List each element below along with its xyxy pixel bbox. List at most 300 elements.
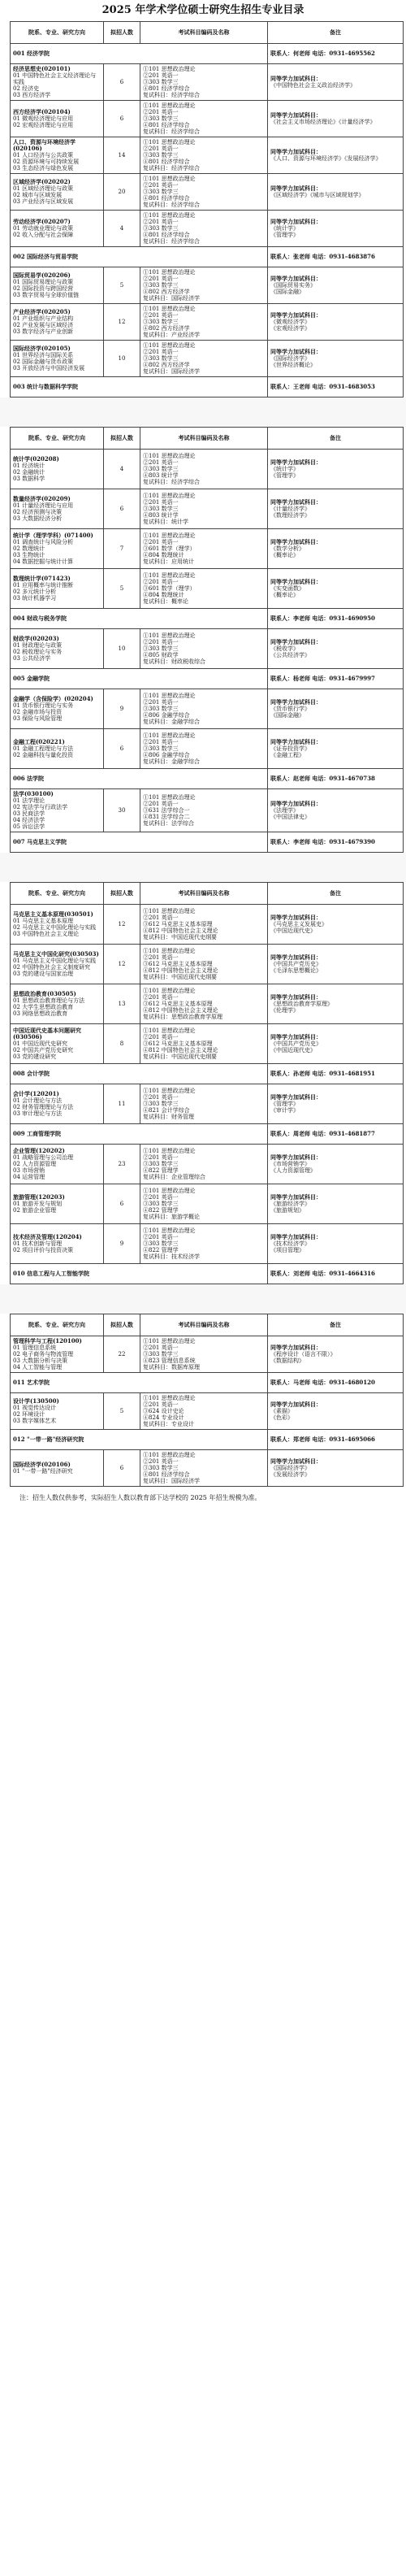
quota-cell: 5 — [104, 1393, 140, 1430]
research-direction: 02 多元统计分析 — [13, 589, 57, 595]
quota-cell: 12 — [104, 945, 140, 984]
note-subject: 《法理学》 — [270, 807, 299, 814]
table-row — [11, 945, 404, 984]
exam-subject: ③303 数学三 — [143, 319, 179, 325]
note-title: 同等学力加试科目： — [270, 148, 322, 155]
exam-cell — [140, 304, 268, 341]
exam-cell — [140, 629, 268, 669]
program-cell — [11, 64, 104, 101]
note-cell — [268, 1084, 404, 1124]
college-name: 003 统计与数据科学学院 — [11, 377, 268, 397]
quota-cell: 5 — [104, 569, 140, 609]
exam-subject: 复试科目：统计学 — [143, 519, 188, 525]
research-direction: 03 数字贸易与全球价值链 — [13, 292, 80, 298]
program-title: 经济思想史(020101) — [13, 65, 71, 72]
exam-subject: ③612 马克思主义基本原理 — [143, 921, 213, 927]
note-subject: 《数学分析》 — [270, 545, 304, 552]
exam-subject: ①101 思想政治理论 — [143, 532, 196, 539]
header-quota: 拟招人数 — [104, 883, 140, 905]
college-contact: 联系人：郑老师 电话：0931-4695066 — [268, 1430, 404, 1450]
exam-subject: ③303 数学三 — [143, 189, 179, 195]
table-row — [11, 341, 404, 377]
exam-subject: ④822 管理学 — [143, 1167, 179, 1174]
research-direction: 02 中国特色社会主义制度研究 — [13, 964, 91, 971]
header-program: 院系、专业、研究方向 — [11, 1314, 104, 1336]
college-row — [11, 247, 404, 267]
footer-note: 注：招生人数仅供参考，实际招生人数以教育部下达学校的 2025 年招生规模为准。 — [19, 1494, 261, 1501]
exam-subject: ①101 思想政治理论 — [143, 988, 196, 994]
exam-subject: ②201 英语一 — [143, 801, 179, 807]
header-exams: 考试科目编码及名称 — [140, 428, 268, 450]
program-cell — [11, 569, 104, 609]
college-row — [11, 1064, 404, 1084]
note-cell — [268, 450, 404, 489]
exam-subject: ①101 思想政治理论 — [143, 139, 196, 146]
exam-subject: ②201 英语一 — [143, 579, 179, 585]
note-title: 同等学力加试科目： — [270, 1033, 322, 1040]
note-cell — [268, 1024, 404, 1064]
note-subject: 《管理学》 — [270, 1101, 299, 1107]
exam-subject: ④805 财政学 — [143, 652, 179, 658]
research-direction: 04 数据挖掘与统计计算 — [13, 558, 74, 565]
exam-subject: 复试科目：企业管理综合 — [143, 1174, 205, 1180]
exam-subject: 复试科目：经济学综合 — [143, 238, 200, 245]
note-cell — [268, 267, 404, 304]
catalog-table — [10, 1314, 404, 1487]
note-subject: 《中国共产党历史》 — [270, 1040, 322, 1047]
exam-cell — [140, 1393, 268, 1430]
research-direction: 03 大数据分析与决策 — [13, 1358, 68, 1364]
research-direction: 01 人口经济与公共政策 — [13, 152, 74, 159]
table-row — [11, 1145, 404, 1184]
exam-subject: ②201 英语一 — [143, 1234, 179, 1240]
note-cell — [268, 789, 404, 832]
college-contact: 联系人：杨老师 电话：0931-4679997 — [268, 669, 404, 689]
exam-cell — [140, 984, 268, 1024]
note-subject: 《国际经济学》 — [270, 1465, 310, 1471]
note-title: 同等学力加试科目： — [270, 1344, 322, 1351]
catalog-sheet-4 — [10, 1314, 396, 1509]
program-title: 西方经济学(020104) — [13, 108, 71, 115]
college-row — [11, 1124, 404, 1145]
exam-subject: ④831 法学综合二 — [143, 814, 190, 820]
research-direction: 01 调查统计与风险分析 — [13, 539, 74, 545]
table-header-row — [11, 428, 404, 450]
exam-subject: ①101 思想政治理论 — [143, 632, 196, 639]
header-notes: 备注 — [268, 883, 404, 905]
program-title: 法学(030100) — [13, 790, 54, 797]
college-name: 012 "一带一路"经济研究院 — [11, 1430, 268, 1450]
exam-subject: ④823 管理信息系统 — [143, 1358, 196, 1364]
page-gap — [0, 853, 406, 882]
note-subject: 《微观经济学》 — [270, 319, 310, 325]
note-cell — [268, 1224, 404, 1264]
header-notes: 备注 — [268, 428, 404, 450]
note-cell — [268, 1184, 404, 1224]
exam-subject: ③303 数学三 — [143, 115, 179, 122]
exam-subject: ②201 英语一 — [143, 219, 179, 225]
note-subject: 《国际经济学》 — [270, 355, 310, 362]
research-direction: 01 旅游开发与规划 — [13, 1201, 63, 1207]
research-direction: 02 马克思主义中国化理论与实践 — [13, 924, 97, 931]
research-direction: 02 资源环境与可持续发展 — [13, 159, 80, 165]
exam-subject: ④801 经济学综合 — [143, 159, 190, 165]
program-title: 国际经济学(020106) — [13, 1461, 71, 1468]
college-name: 008 会计学院 — [11, 1064, 268, 1084]
program-cell — [11, 1393, 104, 1430]
table-row — [11, 569, 404, 609]
exam-subject: 复试科目：金融学综合 — [143, 758, 200, 765]
note-subject: 《中国法律史》 — [270, 814, 310, 820]
exam-subject: ①101 思想政治理论 — [143, 572, 196, 579]
exam-subject: ②201 英语一 — [143, 1034, 179, 1040]
research-direction: 01 中国特色社会主义经济理论与实践 — [13, 72, 97, 85]
note-subject: 《世界经济概论》 — [270, 362, 316, 368]
table-row — [11, 1336, 404, 1373]
quota-cell: 5 — [104, 267, 140, 304]
research-direction: 01 货币银行理论与实务 — [13, 702, 74, 709]
research-direction: 04 运营管理 — [13, 1174, 45, 1180]
exam-subject: ④803 统计学 — [143, 472, 179, 479]
quota-cell: 6 — [104, 64, 140, 101]
exam-subject: 复试科目：法学综合 — [143, 820, 194, 827]
note-cell — [268, 1145, 404, 1184]
note-title: 同等学力加试科目： — [270, 698, 322, 706]
exam-subject: ②201 英语一 — [143, 639, 179, 645]
exam-subject: ④801 经济学综合 — [143, 232, 190, 238]
exam-subject: ②201 英语一 — [143, 1458, 179, 1465]
research-direction: 01 会计理论与方法 — [13, 1097, 63, 1104]
note-cell — [268, 945, 404, 984]
exam-subject: ②201 英语一 — [143, 349, 179, 355]
note-subject: 《统计学》 — [270, 225, 299, 232]
research-direction: 01 产业组织与产业结构 — [13, 315, 74, 322]
research-direction: 02 金融统计 — [13, 469, 45, 476]
table-row — [11, 267, 404, 304]
research-direction: 03 产业经济与区域发展 — [13, 198, 74, 205]
note-subject: 《色彩》 — [270, 1414, 293, 1421]
note-subject: 《中国近现代史》 — [270, 927, 316, 934]
quota-cell: 6 — [104, 1184, 140, 1224]
program-title: 数量经济学(020209) — [13, 495, 71, 502]
quota-cell: 6 — [104, 1450, 140, 1487]
exam-cell — [140, 489, 268, 529]
college-name: 004 财政与税务学院 — [11, 609, 268, 629]
page-title: 2025 年学术学位硕士研究生招生专业目录 — [102, 4, 304, 16]
catalog-table-body — [11, 905, 404, 1284]
program-cell — [11, 341, 104, 377]
research-direction: 01 国际贸易理论与政策 — [13, 279, 74, 285]
table-row — [11, 1024, 404, 1064]
exam-subject: 复试科目：经济学综合 — [143, 202, 200, 208]
exam-subject: ②201 英语一 — [143, 312, 179, 319]
exam-subject: ③601 数学（理学） — [143, 545, 196, 552]
exam-cell — [140, 905, 268, 945]
note-title: 同等学力加试科目： — [270, 1401, 322, 1408]
program-cell — [11, 984, 104, 1024]
research-direction: 04 经济法学 — [13, 817, 45, 823]
catalog-table-body — [11, 450, 404, 853]
research-direction: 01 思想政治教育理论与方法 — [13, 997, 85, 1004]
exam-subject: ③303 数学三 — [143, 1101, 179, 1107]
exam-subject: ①101 思想政治理论 — [143, 1088, 196, 1094]
research-direction: 02 国际投资与跨国经营 — [13, 285, 74, 292]
program-title: 劳动经济学(020207) — [13, 218, 71, 225]
research-direction: 01 微观经济理论与应用 — [13, 115, 74, 122]
exam-subject: ③303 数学三 — [143, 152, 179, 159]
exam-subject: ④822 管理学 — [143, 1207, 179, 1214]
program-title: 产业经济学(020205) — [13, 308, 71, 315]
research-direction: 01 视觉传达设计 — [13, 1405, 57, 1411]
note-subject: 《统计学》 — [270, 466, 299, 472]
table-row — [11, 1450, 404, 1487]
program-title: 统计学(020208) — [13, 455, 59, 463]
exam-subject: 复试科目：概率论 — [143, 598, 188, 605]
exam-subject: ①101 思想政治理论 — [143, 1027, 196, 1034]
program-cell — [11, 174, 104, 211]
note-cell — [268, 1450, 404, 1487]
research-direction: 02 金融市场与投资 — [13, 709, 63, 715]
note-cell — [268, 101, 404, 137]
exam-subject: ①101 思想政治理论 — [143, 794, 196, 801]
quota-cell: 22 — [104, 1336, 140, 1373]
header-quota: 拟招人数 — [104, 22, 140, 44]
note-subject: 《发展经济学》 — [270, 1471, 310, 1478]
note-title: 同等学力加试科目： — [270, 1233, 322, 1240]
note-subject: 《人口、资源与环境经济学》《发展经济学》 — [270, 155, 382, 162]
exam-subject: 复试科目：思想政治教育学原理 — [143, 1014, 222, 1020]
header-program: 院系、专业、研究方向 — [11, 883, 104, 905]
catalog-table-body — [11, 1336, 404, 1487]
program-cell — [11, 529, 104, 569]
note-title: 同等学力加试科目： — [270, 914, 322, 921]
note-subject: 《金融工程》 — [270, 752, 304, 758]
program-cell — [11, 729, 104, 769]
header-exams: 考试科目编码及名称 — [140, 22, 268, 44]
note-subject: 《旅游规划》 — [270, 1207, 304, 1214]
note-subject: 《素描》 — [270, 1408, 293, 1414]
research-direction: 01 马克思主义中国化理论与实践 — [13, 958, 97, 964]
note-subject: 《马克思主义发展史》 — [270, 921, 327, 927]
note-cell — [268, 689, 404, 729]
quota-cell: 9 — [104, 689, 140, 729]
note-subject: 《货币银行学》 — [270, 706, 310, 712]
exam-subject: ④812 中国特色社会主义理论 — [143, 1007, 218, 1014]
program-title: 马克思主义中国化研究(030503) — [13, 950, 99, 958]
note-title: 同等学力加试科目： — [270, 1093, 322, 1101]
note-cell — [268, 174, 404, 211]
college-name: 010 信息工程与人工智能学院 — [11, 1264, 268, 1284]
college-row — [11, 1373, 404, 1393]
note-subject: 《技术经济学》 — [270, 1240, 310, 1247]
exam-subject: ③303 数学三 — [143, 466, 179, 472]
college-contact: 联系人：赵老师 电话：0931-4670738 — [268, 769, 404, 789]
exam-subject: ④804 数理统计 — [143, 552, 184, 558]
research-direction: 03 大数据经济分析 — [13, 515, 63, 522]
note-cell — [268, 984, 404, 1024]
exam-subject: ④812 中国特色社会主义理论 — [143, 1047, 218, 1053]
exam-subject: ①101 思想政治理论 — [143, 1188, 196, 1194]
note-subject: 《人力资源管理》 — [270, 1167, 316, 1174]
exam-cell — [140, 1450, 268, 1487]
table-row — [11, 629, 404, 669]
exam-subject: ③601 数学（理学） — [143, 585, 196, 592]
note-subject: 《伦理学》 — [270, 1007, 299, 1014]
program-title: 金融学（含保险学）(020204) — [13, 695, 93, 702]
note-title: 同等学力加试科目： — [270, 185, 322, 192]
exam-cell — [140, 689, 268, 729]
exam-subject: 复试科目：旅游学概论 — [143, 1214, 200, 1220]
program-cell — [11, 211, 104, 247]
note-title: 同等学力加试科目： — [270, 954, 322, 961]
exam-cell — [140, 529, 268, 569]
note-subject: 《数理经济学》 — [270, 512, 310, 519]
research-direction: 01 财政理论与政策 — [13, 642, 63, 649]
program-cell — [11, 101, 104, 137]
note-title: 同等学力加试科目： — [270, 111, 322, 119]
research-direction: 02 项目评价与投资决策 — [13, 1247, 74, 1253]
table-row — [11, 304, 404, 341]
college-contact: 联系人：张老师 电话：0931-4683876 — [268, 247, 404, 267]
exam-subject: ④801 经济学综合 — [143, 1471, 190, 1478]
research-direction: 02 国际金融与货币政策 — [13, 358, 74, 365]
research-direction: 02 数理统计 — [13, 545, 45, 552]
research-direction: 03 数字媒体艺术 — [13, 1418, 57, 1424]
research-direction: 02 宪法学与行政法学 — [13, 804, 68, 810]
program-title: 人口、资源与环境经济学(020106) — [13, 138, 76, 152]
exam-subject: ③612 马克思主义基本原理 — [143, 1001, 213, 1007]
exam-subject: ①101 思想政治理论 — [143, 306, 196, 312]
exam-subject: ①101 思想政治理论 — [143, 269, 196, 276]
note-subject: 《审计学》 — [270, 1107, 299, 1114]
research-direction: 03 民商法学 — [13, 810, 45, 817]
note-title: 同等学力加试科目： — [270, 458, 322, 466]
catalog-table — [10, 21, 404, 397]
note-subject: 《计量经济学》 — [270, 506, 310, 512]
research-direction: 03 网络思想政治教育 — [13, 1010, 68, 1017]
quota-cell: 10 — [104, 341, 140, 377]
research-direction: 01 世界经济与国际关系 — [13, 352, 74, 358]
page-gap — [0, 397, 406, 427]
research-direction: 03 数字经济与产业创新 — [13, 328, 74, 335]
catalog-sheet-2 — [10, 427, 396, 853]
research-direction: 01 应用概率与统计推断 — [13, 582, 74, 589]
college-contact: 联系人：李老师 电话：0931-4679390 — [268, 832, 404, 853]
college-name: 005 金融学院 — [11, 669, 268, 689]
note-cell — [268, 211, 404, 247]
header-exams: 考试科目编码及名称 — [140, 1314, 268, 1336]
table-row — [11, 64, 404, 101]
research-direction: 02 金融科技与量化投资 — [13, 752, 74, 758]
exam-subject: ②201 英语一 — [143, 699, 179, 706]
program-title: 区域经济学(020202) — [13, 178, 71, 185]
exam-cell — [140, 1184, 268, 1224]
note-subject: 《实变函数》 — [270, 585, 304, 592]
exam-cell — [140, 137, 268, 174]
exam-subject: ③631 法学综合一 — [143, 807, 190, 814]
table-row — [11, 529, 404, 569]
research-direction: 01 经济统计 — [13, 463, 45, 469]
exam-subject: ④824 专业设计 — [143, 1414, 184, 1421]
quota-cell: 13 — [104, 984, 140, 1024]
table-row — [11, 729, 404, 769]
quota-cell: 6 — [104, 101, 140, 137]
exam-cell — [140, 1024, 268, 1064]
exam-subject: 复试科目：专业设计 — [143, 1421, 194, 1427]
exam-cell — [140, 789, 268, 832]
exam-cell — [140, 1224, 268, 1264]
exam-cell — [140, 1336, 268, 1373]
exam-subject: ①101 思想政治理论 — [143, 1452, 196, 1458]
catalog-sheet-1 — [10, 21, 396, 397]
college-row — [11, 669, 404, 689]
research-direction: 02 中国共产党历史研究 — [13, 1047, 74, 1053]
catalog-table — [10, 427, 404, 853]
note-title: 同等学力加试科目： — [270, 738, 322, 745]
exam-subject: ④802 西方经济学 — [143, 325, 190, 332]
exam-subject: ①101 思想政治理论 — [143, 102, 196, 109]
college-name: 001 经济学院 — [11, 44, 268, 64]
exam-subject: ③303 数学三 — [143, 225, 179, 232]
exam-subject: ③303 数学三 — [143, 1240, 179, 1247]
quota-cell: 9 — [104, 1224, 140, 1264]
exam-subject: ②201 英语一 — [143, 1344, 179, 1351]
college-row — [11, 609, 404, 629]
research-direction: 02 经济史 — [13, 85, 40, 92]
exam-subject: 复试科目：经济学综合 — [143, 92, 200, 98]
exam-subject: 复试科目：中国近现代史纲要 — [143, 974, 217, 980]
table-row — [11, 789, 404, 832]
exam-subject: ②201 英语一 — [143, 72, 179, 79]
exam-subject: 复试科目：数据库原理 — [143, 1364, 200, 1371]
exam-subject: ④806 金融学综合 — [143, 752, 190, 758]
table-header-row — [11, 22, 404, 44]
program-title: 旅游管理(120203) — [13, 1193, 65, 1201]
exam-subject: 复试科目：财政税收综合 — [143, 658, 205, 665]
program-title: 金融工程(020221) — [13, 738, 65, 745]
exam-subject: ④812 中国特色社会主义理论 — [143, 927, 218, 934]
research-direction: 03 公共经济学 — [13, 655, 51, 662]
college-name: 006 法学院 — [11, 769, 268, 789]
quota-cell: 7 — [104, 529, 140, 569]
research-direction: 03 保险与风险管理 — [13, 715, 63, 722]
research-direction: 01 管理信息系统 — [13, 1344, 57, 1351]
college-contact: 联系人：孙老师 电话：0931-4681951 — [268, 1064, 404, 1084]
table-header-row — [11, 883, 404, 905]
exam-subject: ③303 数学三 — [143, 355, 179, 362]
exam-subject: ①101 思想政治理论 — [143, 342, 196, 349]
note-subject: 《中国共产党历史》 — [270, 961, 322, 967]
note-subject: 《国际金融》 — [270, 712, 304, 719]
note-subject: 《思想政治教育学原理》 — [270, 1001, 333, 1007]
note-subject: 《税收学》 — [270, 645, 299, 652]
table-row — [11, 905, 404, 945]
exam-subject: ①101 思想政治理论 — [143, 1338, 196, 1344]
college-name: 009 工商管理学院 — [11, 1124, 268, 1145]
program-cell — [11, 1336, 104, 1373]
research-direction: 01 法学理论 — [13, 797, 45, 804]
note-cell — [268, 489, 404, 529]
note-title: 同等学力加试科目： — [270, 800, 322, 807]
program-title: 管理科学与工程(120100) — [13, 1337, 82, 1344]
exam-subject: ④822 管理学 — [143, 1247, 179, 1253]
note-subject: 《证券投资学》 — [270, 745, 310, 752]
table-row — [11, 984, 404, 1024]
program-title: 国际贸易学(020206) — [13, 272, 71, 279]
research-direction: 01 计量经济理论与应用 — [13, 502, 74, 509]
exam-subject: 复试科目：国际经济学 — [143, 368, 200, 375]
table-row — [11, 489, 404, 529]
